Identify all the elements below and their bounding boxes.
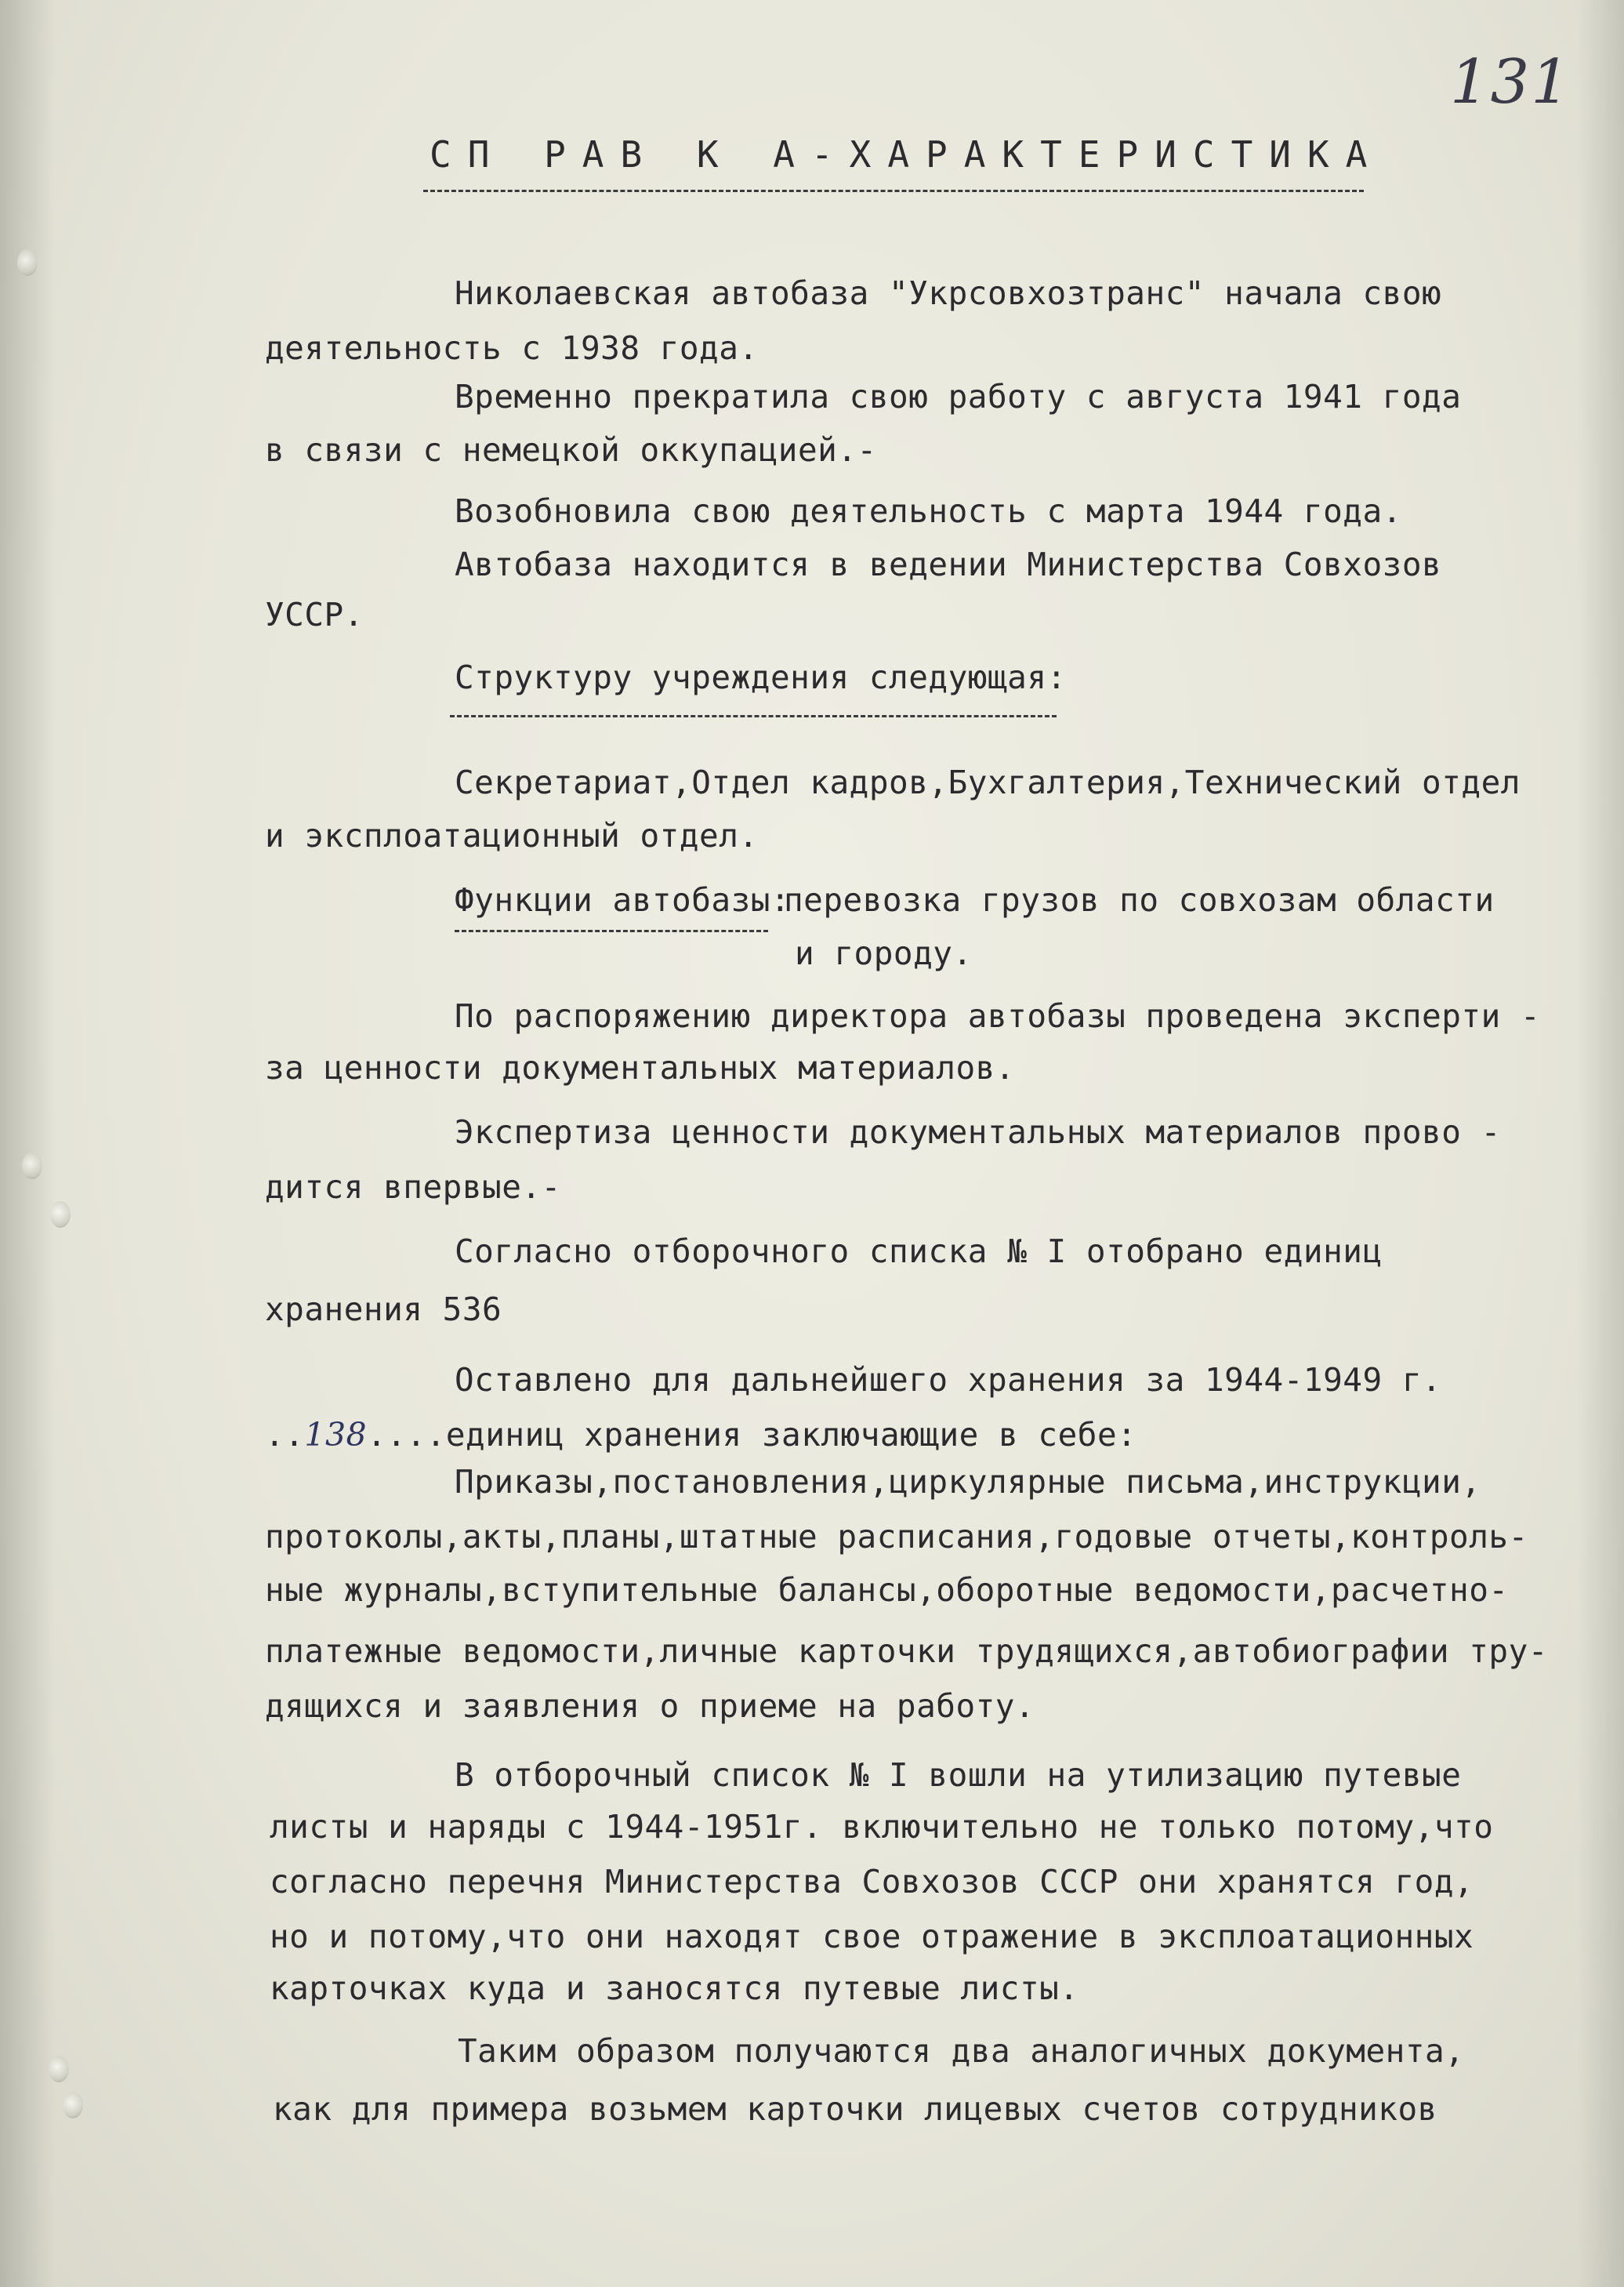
text-line: Согласно отборочного списка № I отобрано единиц — [455, 1232, 1383, 1270]
document-title: СП РАВ К А-ХАРАКТЕРИСТИКА — [430, 133, 1384, 176]
functions-label: Функции автобазы: — [455, 881, 791, 919]
text-line: По распоряжению директора автобазы проведена эксперти - — [455, 997, 1541, 1035]
text-line: дится впервые.- — [265, 1168, 561, 1206]
punch-hole — [49, 2056, 69, 2082]
text-line: листы и наряды с 1944-1951г. включительно не только потому,что — [270, 1808, 1494, 1846]
text-line: протоколы,акты,планы,штатные расписания,годовые отчеты,контроль- — [265, 1518, 1528, 1556]
text-line: и эксплоатационный отдел. — [265, 817, 759, 855]
text-line: согласно перечня Министерства Совхозов СССР они хранятся год, — [270, 1863, 1474, 1900]
title-underline — [423, 190, 1364, 192]
text-line: перевозка грузов по совхозам области — [784, 881, 1495, 919]
text-line: Приказы,постановления,циркулярные письма,инструкции, — [455, 1463, 1481, 1501]
text-line: Возобновила свою деятельность с марта 1944 года. — [455, 492, 1402, 530]
text-line: В отборочный список № I вошли на утилизацию путевые — [455, 1756, 1462, 1794]
text-line: ные журналы,вступительные балансы,оборотные ведомости,расчетно- — [265, 1571, 1509, 1609]
left-edge-shadow — [0, 0, 55, 2287]
punch-hole — [17, 249, 38, 276]
punch-hole — [50, 1201, 71, 1228]
text-line: карточках куда и заносятся путевые листы. — [270, 1969, 1079, 2007]
text-line: дящихся и заявления о приеме на работу. — [265, 1687, 1035, 1725]
text-line: Секретариат,Отдел кадров,Бухгалтерия,Технический отдел — [455, 764, 1521, 801]
right-edge-shadow — [1577, 0, 1624, 2287]
text-continuation: ....единиц хранения заключающие в себе: — [367, 1416, 1137, 1454]
handwritten-count: 138 — [304, 1416, 368, 1454]
text-line: деятельность с 1938 года. — [265, 329, 759, 367]
folio-number: 131 — [1450, 47, 1571, 118]
text-line: платежные ведомости,личные карточки трудящихся,автобиографии тру- — [265, 1632, 1548, 1670]
text-line: Таким образом получаются два аналогичных документа, — [458, 2032, 1465, 2070]
text-line: в связи с немецкой оккупацией.- — [265, 431, 877, 469]
heading-underline — [450, 715, 1057, 717]
punch-hole — [63, 2092, 83, 2118]
text-line — [265, 1416, 1136, 1454]
text-line: Экспертиза ценности документальных материалов прово - — [455, 1113, 1501, 1151]
punch-hole — [22, 1153, 42, 1179]
text-line: и городу. — [795, 935, 973, 972]
text-line: УССР. — [265, 596, 364, 633]
dots-lead: .. — [265, 1416, 305, 1454]
text-line: Оставлено для дальнейшего хранения за 1944-1949 г. — [455, 1361, 1442, 1399]
text-line: за ценности документальных материалов. — [265, 1049, 1015, 1087]
text-line: но и потому,что они находят свое отражение в эксплоатационных — [270, 1918, 1474, 1955]
text-line: Временно прекратила свою работу с августа 1941 года — [455, 378, 1462, 416]
section-heading: Структуру учреждения следующая: — [455, 659, 1067, 696]
text-line: Автобаза находится в ведении Министерства Совхозов — [455, 546, 1442, 583]
text-line: как для примера возьмем карточки лицевых счетов сотрудников — [273, 2090, 1437, 2128]
text-line: хранения 536 — [265, 1291, 502, 1328]
text-line: Николаевская автобаза "Укрсовхозтранс" начала свою — [455, 274, 1442, 312]
functions-underline — [455, 930, 768, 932]
